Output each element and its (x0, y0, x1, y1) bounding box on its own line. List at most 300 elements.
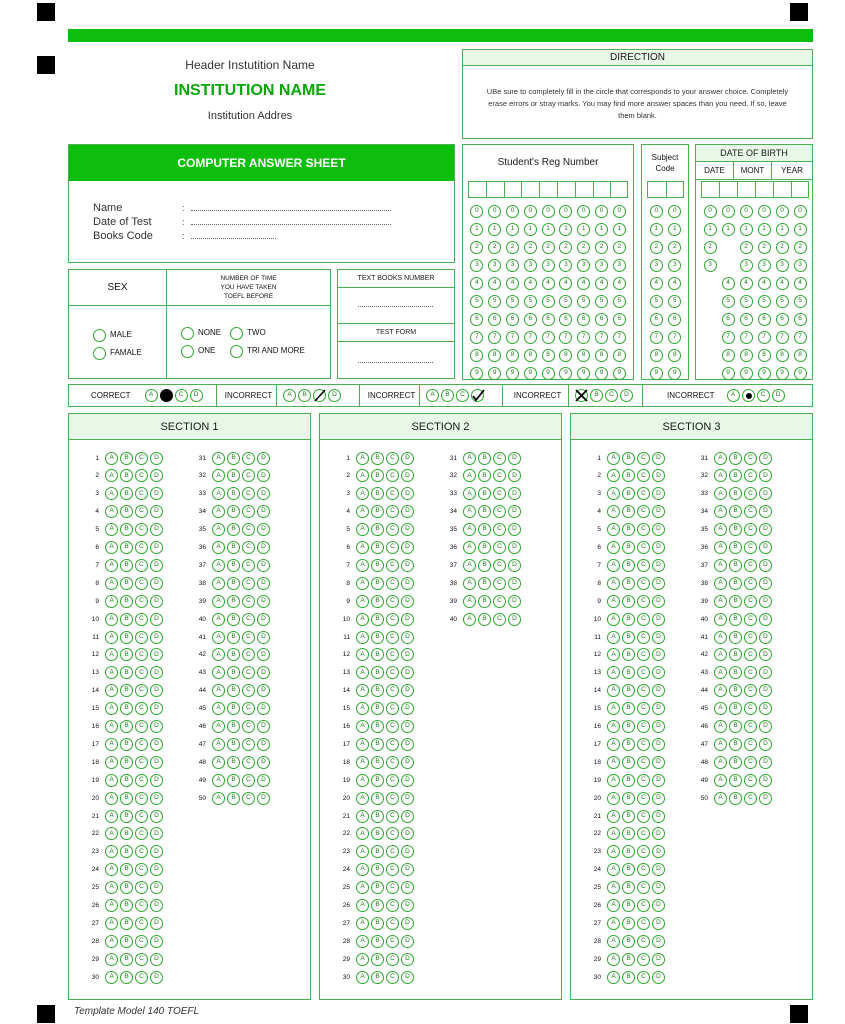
answer-bubble-a[interactable]: A (714, 720, 727, 733)
digit-bubble[interactable]: 0 (650, 205, 663, 218)
answer-bubble-d[interactable]: D (150, 684, 163, 697)
test-form-field[interactable] (338, 342, 454, 378)
answer-bubble-b[interactable]: B (371, 738, 384, 751)
answer-bubble-b[interactable]: B (622, 541, 635, 554)
answer-bubble-c[interactable]: C (135, 613, 148, 626)
answer-bubble-a[interactable]: A (714, 487, 727, 500)
digit-bubble[interactable]: 1 (758, 223, 771, 236)
answer-bubble-c[interactable]: C (386, 845, 399, 858)
answer-bubble-d[interactable]: D (150, 613, 163, 626)
digit-bubble[interactable]: 0 (577, 205, 590, 218)
digit-bubble[interactable]: 8 (506, 349, 519, 362)
digit-bubble[interactable]: 4 (524, 277, 537, 290)
answer-bubble-a[interactable]: A (212, 792, 225, 805)
digit-bubble[interactable]: 0 (613, 205, 626, 218)
answer-bubble-b[interactable]: B (622, 792, 635, 805)
answer-bubble-d[interactable]: D (150, 469, 163, 482)
answer-bubble-b[interactable]: B (120, 577, 133, 590)
answer-bubble-c[interactable]: C (637, 666, 650, 679)
answer-bubble-b[interactable]: B (227, 774, 240, 787)
digit-bubble[interactable]: 2 (559, 241, 572, 254)
answer-bubble-a[interactable]: A (714, 595, 727, 608)
digit-bubble[interactable]: 9 (577, 367, 590, 380)
answer-bubble-c[interactable]: C (135, 881, 148, 894)
male-radio[interactable] (93, 329, 106, 342)
digit-bubble[interactable]: 0 (595, 205, 608, 218)
answer-bubble-a[interactable]: A (212, 559, 225, 572)
answer-bubble-a[interactable]: A (607, 917, 620, 930)
digit-bubble[interactable]: 5 (776, 295, 789, 308)
digit-bubble[interactable]: 9 (559, 367, 572, 380)
answer-bubble-b[interactable]: B (478, 505, 491, 518)
answer-bubble-b[interactable]: B (478, 613, 491, 626)
digit-bubble[interactable]: 8 (524, 349, 537, 362)
digit-bubble[interactable]: 8 (758, 349, 771, 362)
answer-bubble-c[interactable]: C (386, 523, 399, 536)
digit-entry-box[interactable] (575, 181, 593, 198)
answer-bubble-c[interactable]: C (637, 953, 650, 966)
answer-bubble-c[interactable]: C (386, 613, 399, 626)
answer-bubble-d[interactable]: D (150, 792, 163, 805)
digit-bubble[interactable]: 8 (776, 349, 789, 362)
digit-bubble[interactable]: 6 (650, 313, 663, 326)
digit-entry-box[interactable] (666, 181, 685, 198)
answer-bubble-a[interactable]: A (212, 613, 225, 626)
answer-bubble-c[interactable]: C (744, 559, 757, 572)
answer-bubble-a[interactable]: A (105, 756, 118, 769)
digit-entry-box[interactable] (755, 181, 773, 198)
answer-bubble-c[interactable]: C (242, 666, 255, 679)
answer-bubble-c[interactable]: C (386, 774, 399, 787)
digit-bubble[interactable]: 8 (542, 349, 555, 362)
answer-bubble-c[interactable]: C (242, 541, 255, 554)
answer-bubble-c[interactable]: C (242, 452, 255, 465)
answer-bubble-b[interactable]: B (729, 648, 742, 661)
digit-bubble[interactable]: 5 (613, 295, 626, 308)
answer-bubble-a[interactable]: A (212, 452, 225, 465)
digit-bubble[interactable]: 0 (506, 205, 519, 218)
digit-bubble[interactable]: 0 (668, 205, 681, 218)
answer-bubble-c[interactable]: C (386, 863, 399, 876)
answer-bubble-c[interactable]: C (493, 613, 506, 626)
answer-bubble-d[interactable]: D (759, 738, 772, 751)
digit-bubble[interactable]: 6 (776, 313, 789, 326)
answer-bubble-a[interactable]: A (356, 523, 369, 536)
answer-bubble-c[interactable]: C (242, 756, 255, 769)
answer-bubble-d[interactable]: D (257, 613, 270, 626)
answer-bubble-d[interactable]: D (652, 666, 665, 679)
answer-bubble-c[interactable]: C (493, 559, 506, 572)
answer-bubble-a[interactable]: A (607, 648, 620, 661)
answer-bubble-c[interactable]: C (637, 559, 650, 572)
answer-bubble-a[interactable]: A (714, 666, 727, 679)
answer-bubble-c[interactable]: C (637, 971, 650, 984)
answer-bubble-b[interactable]: B (120, 559, 133, 572)
answer-bubble-b[interactable]: B (371, 971, 384, 984)
digit-bubble[interactable]: 6 (758, 313, 771, 326)
answer-bubble-d[interactable]: D (759, 774, 772, 787)
answer-bubble-d[interactable]: D (401, 469, 414, 482)
answer-bubble-b[interactable]: B (622, 845, 635, 858)
answer-bubble-c[interactable]: C (744, 523, 757, 536)
answer-bubble-d[interactable]: D (150, 738, 163, 751)
answer-bubble-a[interactable]: A (607, 971, 620, 984)
digit-bubble[interactable]: 3 (794, 259, 807, 272)
answer-bubble-c[interactable]: C (744, 505, 757, 518)
answer-bubble-d[interactable]: D (257, 541, 270, 554)
answer-bubble-d[interactable]: D (652, 792, 665, 805)
answer-bubble-d[interactable]: D (652, 738, 665, 751)
answer-bubble-a[interactable]: A (607, 613, 620, 626)
answer-bubble-c[interactable]: C (637, 595, 650, 608)
answer-bubble-d[interactable]: D (652, 505, 665, 518)
answer-bubble-d[interactable]: D (150, 756, 163, 769)
answer-bubble-c[interactable]: C (386, 881, 399, 894)
none-radio[interactable] (181, 327, 194, 340)
digit-entry-box[interactable] (737, 181, 755, 198)
answer-bubble-a[interactable]: A (356, 971, 369, 984)
answer-bubble-b[interactable]: B (622, 487, 635, 500)
answer-bubble-b[interactable]: B (729, 541, 742, 554)
answer-bubble-b[interactable]: B (622, 774, 635, 787)
answer-bubble-b[interactable]: B (478, 559, 491, 572)
answer-bubble-b[interactable]: B (729, 684, 742, 697)
answer-bubble-a[interactable]: A (607, 720, 620, 733)
answer-bubble-b[interactable]: B (120, 648, 133, 661)
answer-bubble-c[interactable]: C (242, 523, 255, 536)
answer-bubble-c[interactable]: C (242, 774, 255, 787)
answer-bubble-c[interactable]: C (744, 648, 757, 661)
answer-bubble-d[interactable]: D (401, 899, 414, 912)
answer-bubble-c[interactable]: C (637, 899, 650, 912)
answer-bubble-c[interactable]: C (135, 845, 148, 858)
answer-bubble-d[interactable]: D (257, 756, 270, 769)
answer-bubble-d[interactable]: D (401, 720, 414, 733)
answer-bubble-a[interactable]: A (356, 487, 369, 500)
answer-bubble-b[interactable]: B (729, 631, 742, 644)
answer-bubble-a[interactable]: A (356, 774, 369, 787)
answer-bubble-c[interactable]: C (135, 756, 148, 769)
answer-bubble-a[interactable]: A (714, 792, 727, 805)
answer-bubble-b[interactable]: B (478, 595, 491, 608)
answer-bubble-a[interactable]: A (607, 666, 620, 679)
digit-bubble[interactable]: 7 (559, 331, 572, 344)
digit-bubble[interactable]: 0 (758, 205, 771, 218)
digit-bubble[interactable]: 8 (488, 349, 501, 362)
answer-bubble-a[interactable]: A (212, 487, 225, 500)
answer-bubble-c[interactable]: C (135, 684, 148, 697)
answer-bubble-b[interactable]: B (227, 666, 240, 679)
answer-bubble-d[interactable]: D (401, 631, 414, 644)
answer-bubble-c[interactable]: C (242, 631, 255, 644)
answer-bubble-b[interactable]: B (227, 487, 240, 500)
answer-bubble-c[interactable]: C (135, 720, 148, 733)
answer-bubble-c[interactable]: C (744, 631, 757, 644)
answer-bubble-a[interactable]: A (607, 863, 620, 876)
answer-bubble-c[interactable]: C (386, 666, 399, 679)
answer-bubble-b[interactable]: B (371, 827, 384, 840)
answer-bubble-c[interactable]: C (493, 505, 506, 518)
digit-bubble[interactable]: 7 (776, 331, 789, 344)
answer-bubble-b[interactable]: B (371, 881, 384, 894)
answer-bubble-d[interactable]: D (257, 720, 270, 733)
digit-bubble[interactable]: 6 (524, 313, 537, 326)
digit-bubble[interactable]: 3 (470, 259, 483, 272)
digit-bubble[interactable]: 9 (542, 367, 555, 380)
answer-bubble-b[interactable]: B (729, 577, 742, 590)
answer-bubble-b[interactable]: B (227, 756, 240, 769)
answer-bubble-d[interactable]: D (401, 953, 414, 966)
answer-bubble-a[interactable]: A (607, 881, 620, 894)
answer-bubble-b[interactable]: B (729, 469, 742, 482)
answer-bubble-d[interactable]: D (257, 469, 270, 482)
digit-bubble[interactable]: 6 (722, 313, 735, 326)
answer-bubble-c[interactable]: C (744, 487, 757, 500)
digit-bubble[interactable]: 0 (524, 205, 537, 218)
answer-bubble-b[interactable]: B (622, 827, 635, 840)
answer-bubble-b[interactable]: B (729, 523, 742, 536)
answer-bubble-d[interactable]: D (759, 577, 772, 590)
answer-bubble-d[interactable]: D (652, 720, 665, 733)
answer-bubble-b[interactable]: B (371, 505, 384, 518)
digit-bubble[interactable]: 4 (542, 277, 555, 290)
answer-bubble-d[interactable]: D (759, 505, 772, 518)
answer-bubble-b[interactable]: B (371, 863, 384, 876)
digit-bubble[interactable]: 0 (488, 205, 501, 218)
answer-bubble-a[interactable]: A (105, 738, 118, 751)
answer-bubble-b[interactable]: B (729, 666, 742, 679)
answer-bubble-a[interactable]: A (607, 595, 620, 608)
answer-bubble-b[interactable]: B (227, 577, 240, 590)
answer-bubble-d[interactable]: D (508, 595, 521, 608)
answer-bubble-b[interactable]: B (622, 738, 635, 751)
answer-bubble-c[interactable]: C (386, 684, 399, 697)
digit-bubble[interactable]: 5 (488, 295, 501, 308)
answer-bubble-b[interactable]: B (622, 720, 635, 733)
answer-bubble-a[interactable]: A (356, 953, 369, 966)
answer-bubble-b[interactable]: B (371, 684, 384, 697)
answer-bubble-b[interactable]: B (622, 702, 635, 715)
answer-bubble-b[interactable]: B (729, 702, 742, 715)
answer-bubble-d[interactable]: D (150, 899, 163, 912)
digit-bubble[interactable]: 3 (488, 259, 501, 272)
answer-bubble-b[interactable]: B (622, 810, 635, 823)
answer-bubble-b[interactable]: B (371, 577, 384, 590)
digit-bubble[interactable]: 6 (740, 313, 753, 326)
answer-bubble-d[interactable]: D (652, 971, 665, 984)
digit-bubble[interactable]: 2 (595, 241, 608, 254)
answer-bubble-a[interactable]: A (212, 541, 225, 554)
answer-bubble-a[interactable]: A (105, 792, 118, 805)
digit-bubble[interactable]: 9 (470, 367, 483, 380)
answer-bubble-d[interactable]: D (257, 559, 270, 572)
answer-bubble-a[interactable]: A (607, 541, 620, 554)
answer-bubble-b[interactable]: B (227, 738, 240, 751)
answer-bubble-b[interactable]: B (120, 613, 133, 626)
answer-bubble-b[interactable]: B (120, 899, 133, 912)
digit-entry-box[interactable] (486, 181, 504, 198)
answer-bubble-b[interactable]: B (227, 595, 240, 608)
answer-bubble-d[interactable]: D (759, 487, 772, 500)
digit-bubble[interactable]: 7 (794, 331, 807, 344)
answer-bubble-d[interactable]: D (652, 631, 665, 644)
answer-bubble-d[interactable]: D (150, 666, 163, 679)
digit-entry-box[interactable] (504, 181, 522, 198)
answer-bubble-a[interactable]: A (607, 505, 620, 518)
answer-bubble-a[interactable]: A (463, 452, 476, 465)
digit-entry-box[interactable] (773, 181, 791, 198)
answer-bubble-d[interactable]: D (150, 505, 163, 518)
answer-bubble-c[interactable]: C (135, 505, 148, 518)
answer-bubble-d[interactable]: D (401, 827, 414, 840)
answer-bubble-b[interactable]: B (622, 863, 635, 876)
answer-bubble-d[interactable]: D (401, 541, 414, 554)
answer-bubble-d[interactable]: D (257, 487, 270, 500)
answer-bubble-a[interactable]: A (212, 505, 225, 518)
digit-entry-box[interactable] (701, 181, 719, 198)
digit-bubble[interactable]: 5 (506, 295, 519, 308)
answer-bubble-d[interactable]: D (759, 613, 772, 626)
answer-bubble-a[interactable]: A (212, 666, 225, 679)
digit-bubble[interactable]: 5 (668, 295, 681, 308)
answer-bubble-b[interactable]: B (729, 756, 742, 769)
answer-bubble-b[interactable]: B (120, 452, 133, 465)
answer-bubble-a[interactable]: A (463, 577, 476, 590)
answer-bubble-a[interactable]: A (356, 595, 369, 608)
answer-bubble-c[interactable]: C (386, 792, 399, 805)
answer-bubble-c[interactable]: C (637, 845, 650, 858)
digit-bubble[interactable]: 8 (740, 349, 753, 362)
answer-bubble-d[interactable]: D (257, 792, 270, 805)
answer-bubble-c[interactable]: C (493, 452, 506, 465)
digit-bubble[interactable]: 6 (488, 313, 501, 326)
answer-bubble-b[interactable]: B (729, 452, 742, 465)
answer-bubble-b[interactable]: B (729, 559, 742, 572)
digit-bubble[interactable]: 4 (577, 277, 590, 290)
answer-bubble-a[interactable]: A (356, 684, 369, 697)
digit-bubble[interactable]: 3 (668, 259, 681, 272)
answer-bubble-c[interactable]: C (242, 559, 255, 572)
answer-bubble-c[interactable]: C (135, 935, 148, 948)
answer-bubble-c[interactable]: C (637, 792, 650, 805)
answer-bubble-b[interactable]: B (371, 899, 384, 912)
digit-bubble[interactable]: 7 (650, 331, 663, 344)
answer-bubble-a[interactable]: A (356, 559, 369, 572)
answer-bubble-d[interactable]: D (150, 541, 163, 554)
answer-bubble-c[interactable]: C (637, 738, 650, 751)
answer-bubble-a[interactable]: A (356, 720, 369, 733)
digit-entry-box[interactable] (539, 181, 557, 198)
answer-bubble-a[interactable]: A (212, 648, 225, 661)
answer-bubble-a[interactable]: A (105, 971, 118, 984)
answer-bubble-d[interactable]: D (508, 452, 521, 465)
digit-bubble[interactable]: 0 (542, 205, 555, 218)
digit-bubble[interactable]: 4 (559, 277, 572, 290)
answer-bubble-d[interactable]: D (150, 845, 163, 858)
answer-bubble-d[interactable]: D (652, 648, 665, 661)
answer-bubble-b[interactable]: B (729, 505, 742, 518)
answer-bubble-c[interactable]: C (637, 774, 650, 787)
digit-bubble[interactable]: 4 (794, 277, 807, 290)
digit-bubble[interactable]: 2 (650, 241, 663, 254)
digit-bubble[interactable]: 8 (577, 349, 590, 362)
answer-bubble-d[interactable]: D (652, 702, 665, 715)
digit-bubble[interactable]: 8 (650, 349, 663, 362)
digit-bubble[interactable]: 2 (488, 241, 501, 254)
answer-bubble-a[interactable]: A (356, 505, 369, 518)
answer-bubble-d[interactable]: D (652, 810, 665, 823)
date-field[interactable] (191, 224, 391, 225)
answer-bubble-c[interactable]: C (386, 917, 399, 930)
answer-bubble-a[interactable]: A (714, 541, 727, 554)
digit-bubble[interactable]: 5 (542, 295, 555, 308)
answer-bubble-a[interactable]: A (607, 774, 620, 787)
digit-entry-box[interactable] (791, 181, 809, 198)
digit-bubble[interactable]: 6 (470, 313, 483, 326)
answer-bubble-d[interactable]: D (257, 738, 270, 751)
answer-bubble-b[interactable]: B (227, 452, 240, 465)
digit-bubble[interactable]: 8 (559, 349, 572, 362)
answer-bubble-a[interactable]: A (356, 827, 369, 840)
answer-bubble-d[interactable]: D (150, 810, 163, 823)
answer-bubble-a[interactable]: A (607, 684, 620, 697)
answer-bubble-a[interactable]: A (212, 631, 225, 644)
answer-bubble-b[interactable]: B (622, 523, 635, 536)
answer-bubble-b[interactable]: B (371, 756, 384, 769)
answer-bubble-d[interactable]: D (652, 613, 665, 626)
answer-bubble-c[interactable]: C (135, 971, 148, 984)
answer-bubble-a[interactable]: A (212, 577, 225, 590)
answer-bubble-c[interactable]: C (135, 810, 148, 823)
answer-bubble-c[interactable]: C (242, 469, 255, 482)
answer-bubble-d[interactable]: D (257, 666, 270, 679)
answer-bubble-b[interactable]: B (622, 613, 635, 626)
answer-bubble-a[interactable]: A (105, 452, 118, 465)
answer-bubble-b[interactable]: B (478, 577, 491, 590)
answer-bubble-d[interactable]: D (257, 595, 270, 608)
answer-bubble-d[interactable]: D (150, 917, 163, 930)
answer-bubble-c[interactable]: C (135, 469, 148, 482)
answer-bubble-a[interactable]: A (607, 469, 620, 482)
digit-bubble[interactable]: 5 (524, 295, 537, 308)
answer-bubble-c[interactable]: C (242, 684, 255, 697)
answer-bubble-a[interactable]: A (607, 738, 620, 751)
answer-bubble-b[interactable]: B (622, 452, 635, 465)
digit-bubble[interactable]: 7 (613, 331, 626, 344)
answer-bubble-a[interactable]: A (607, 631, 620, 644)
digit-bubble[interactable]: 1 (506, 223, 519, 236)
answer-bubble-c[interactable]: C (386, 899, 399, 912)
answer-bubble-d[interactable]: D (652, 863, 665, 876)
answer-bubble-b[interactable]: B (227, 631, 240, 644)
answer-bubble-d[interactable]: D (401, 452, 414, 465)
answer-bubble-d[interactable]: D (401, 774, 414, 787)
answer-bubble-b[interactable]: B (227, 720, 240, 733)
digit-entry-box[interactable] (647, 181, 666, 198)
answer-bubble-b[interactable]: B (478, 469, 491, 482)
digit-bubble[interactable]: 3 (758, 259, 771, 272)
digit-entry-box[interactable] (521, 181, 539, 198)
answer-bubble-c[interactable]: C (744, 756, 757, 769)
answer-bubble-a[interactable]: A (607, 523, 620, 536)
answer-bubble-d[interactable]: D (652, 469, 665, 482)
answer-bubble-a[interactable]: A (105, 810, 118, 823)
digit-bubble[interactable]: 9 (740, 367, 753, 380)
answer-bubble-b[interactable]: B (622, 666, 635, 679)
female-radio[interactable] (93, 347, 106, 360)
answer-bubble-a[interactable]: A (105, 505, 118, 518)
answer-bubble-c[interactable]: C (386, 827, 399, 840)
